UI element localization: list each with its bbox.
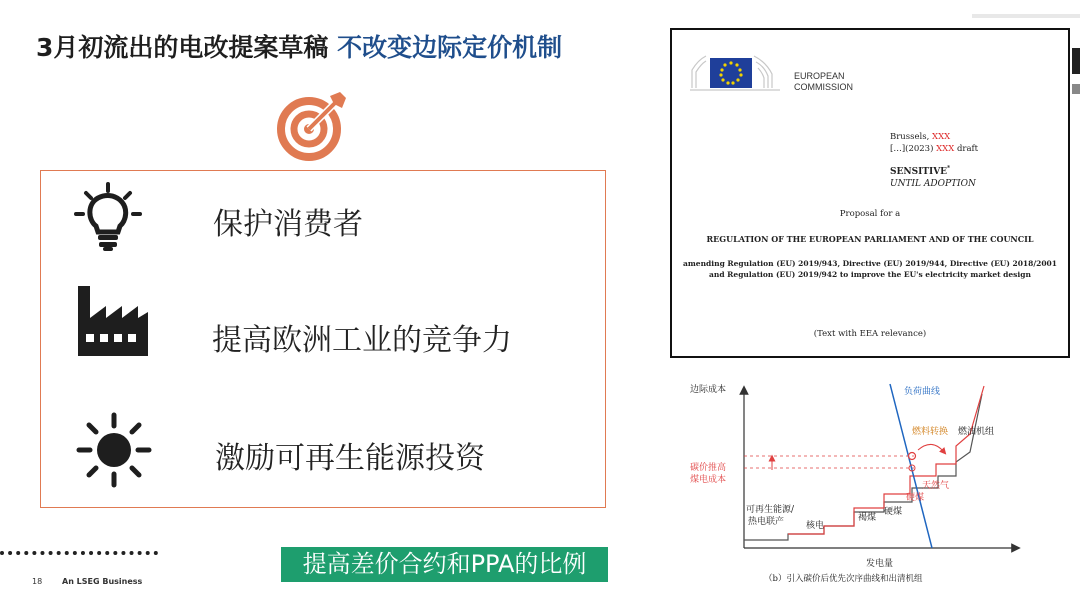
regulation-title: REGULATION OF THE EUROPEAN PARLIAMENT AND OF THE COUNCIL [706,234,1034,244]
eu-draft-document [670,28,1070,358]
edge-decoration-grey [1072,84,1080,94]
sensitive-footnote-mark: * [947,165,951,172]
lightbulb-icon [72,180,144,252]
renewables-label-2: 热电联产 [748,517,785,527]
carbon-label-1: 碳价推高 [690,463,727,473]
edge-decoration [972,14,1080,18]
eea-relevance: (Text with EEA relevance) [813,329,927,339]
title-main: 3月初流出的电改提案草稿 [36,33,338,62]
fuel-switch-label: 燃料转换 [912,427,949,437]
fuel-switch-arrow [918,444,944,452]
x-axis-label: 发电量 [866,559,894,569]
brussels-label: Brussels, [890,132,933,142]
org-line-2: COMMISSION [794,82,854,92]
amending-line-1: amending Regulation (EU) 2019/943, Directive (EU) 2019/944, Directive (EU) 2018/2001 [683,259,1057,268]
page-number: 18 [32,577,43,586]
proposal-line: Proposal for a [839,209,901,219]
item-protect-consumers: 保护消费者 [213,207,363,242]
ref-suffix: draft [954,144,979,154]
target-icon [276,90,348,162]
cfd-ppa-banner: 提高差价合约和PPA的比例 [281,547,608,582]
amending-line-2: and Regulation (EU) 2019/942 to improve the EU's electricity market design [709,270,1031,279]
lignite-label: 褐煤 [858,513,877,523]
y-axis-label: 边际成本 [690,385,727,395]
org-line-1: EUROPEAN [794,71,845,81]
oil-label: 燃油机组 [958,427,995,437]
item-renewable-investment: 激励可再生能源投资 [215,441,485,476]
brand-label: An LSEG Business [62,577,143,586]
commission-name [794,71,853,93]
gas-label: 天然气 [922,481,950,491]
european-commission-logo [688,48,790,98]
chart-caption: （b）引入碳价后优先次序曲线和出清机组 [764,574,923,584]
demand-curve [890,384,932,548]
factory-icon [76,284,150,358]
nuclear-label: 核电 [806,521,825,531]
carbon-label-2: 煤电成本 [690,475,727,485]
sun-icon [76,412,152,488]
ref-xxx: XXX [936,144,955,154]
until-adoption: UNTIL ADOPTION [890,179,976,189]
renewables-label-1: 可再生能源/ [746,505,795,515]
footer-dotted-line [0,551,158,555]
slide-title [36,28,562,64]
edge-decoration-dark [1072,48,1080,74]
sensitive-label [890,165,950,177]
brussels-xxx: XXX [932,132,951,142]
ref-prefix: […](2023) [890,144,937,154]
demand-label: 负荷曲线 [904,387,941,397]
reference-line [890,144,978,154]
merit-order-chart [686,376,1080,608]
title-highlight: 不改变边际定价机制 [337,33,563,62]
item-industry-competitiveness: 提高欧洲工业的竞争力 [212,323,512,358]
hard-coal-red-label: 硬煤 [906,493,925,503]
brussels-line [890,132,950,142]
sensitive-text: SENSITIVE [890,167,948,177]
hard-coal-label: 硬煤 [884,507,903,517]
